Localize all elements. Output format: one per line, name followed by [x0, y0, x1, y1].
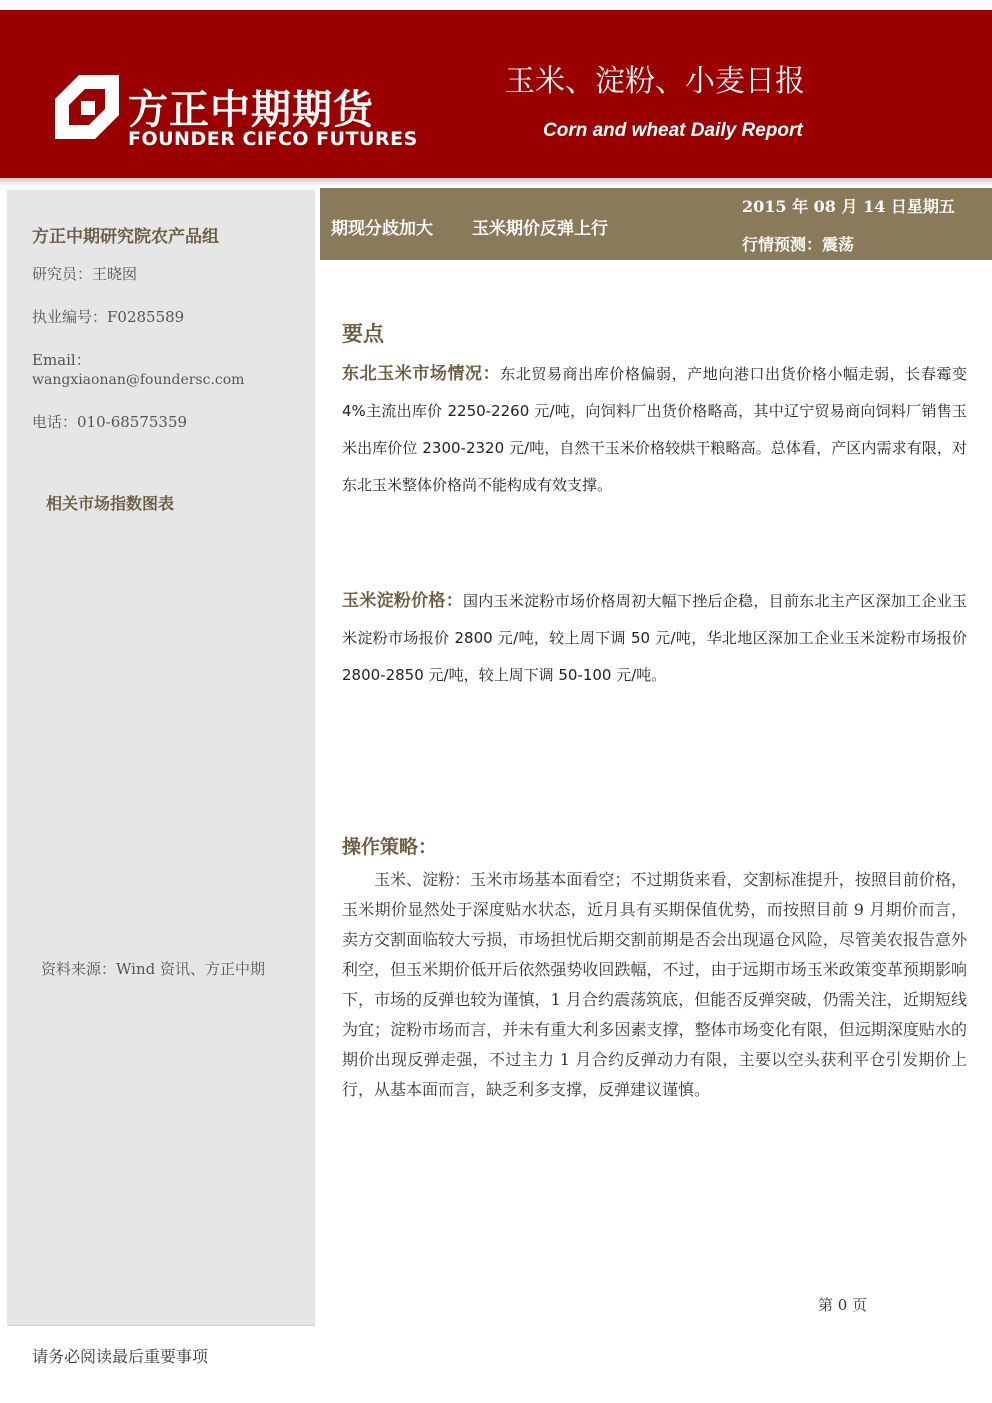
- report-title-en: Corn and wheat Daily Report: [543, 120, 803, 141]
- topic-1: 期现分歧加大: [331, 219, 433, 239]
- starch-lead: 玉米淀粉价格：: [342, 591, 463, 611]
- data-source: 资料来源：Wind 资讯、方正中期: [41, 960, 265, 978]
- logo-text-cn: 方正中期期货: [128, 87, 374, 133]
- topic-2: 玉米期价反弹上行: [472, 219, 608, 239]
- email-label: Email：: [32, 351, 91, 369]
- northeast-paragraph: [342, 356, 967, 504]
- market-index-heading: 相关市场指数图表: [46, 494, 175, 513]
- report-date: 2015 年 08 月 14 日星期五: [742, 197, 955, 216]
- footer-note: 请务必阅读最后重要事项: [32, 1347, 209, 1366]
- starch-text: 国内玉米淀粉市场价格周初大幅下挫后企稳，目前东北主产区深加工企业玉米淀粉市场报价 2800 元/吨，较上周下调 50 元/吨，华北地区深加工企业玉米淀粉市场报价 2800-2850 元/吨，较上周下调 50-100 元/吨。: [342, 592, 968, 684]
- strategy-heading: 操作策略：: [342, 836, 438, 858]
- northeast-text: 东北贸易商出库价格偏弱，产地向港口出货价格小幅走弱，长春霉变 4%主流出库价 2250-2260 元/吨，向饲料厂出货价格略高，其中辽宁贸易商向饲料厂销售玉米出库价位 2300-2320 元/吨，自然干玉米价格较烘干粮略高。总体看，产区内需求有限，对东北玉米整体价格尚不能构成有效支撑。: [342, 365, 967, 494]
- key-points-heading: 要点: [342, 322, 384, 346]
- strategy-paragraph: 玉米、淀粉：玉米市场基本面看空；不过期货来看，交割标准提升，按照目前价格，玉米期价显然处于深度贴水状态，近月具有买期保值优势，而按照目前 9 月期价而言，卖方交割面临较大亏损，市场担忧后期交割前期是否会出现逼仓风险，尽管美农报告意外利空，但玉米期价低开后依然强势收回跌幅，不过，由于远期市场玉米政策变革预期影响下，市场的反弹也较为谨慎，1 月合约震荡筑底，但能否反弹突破，仍需关注，近期短线为宜；淀粉市场而言，并未有重大利多因素支撑，整体市场变化有限，但远期深度贴水的期价出现反弹走强，不过主力 1 月合约反弹动力有限，主要以空头获利平仓引发期价上行，从基本面而言，缺乏利多支撑，反弹建议谨慎。: [342, 870, 967, 1099]
- email-address[interactable]: wangxiaonan@foundersc.com: [32, 372, 245, 388]
- market-forecast: 行情预测：震荡: [742, 235, 855, 254]
- page-number: 第 0 页: [818, 1296, 868, 1314]
- research-group: 方正中期研究院农产品组: [32, 227, 219, 247]
- main-content: [342, 318, 967, 1105]
- logo-text-en: FOUNDER CIFCO FUTURES: [128, 128, 418, 150]
- founder-logo-icon: [55, 75, 119, 139]
- license-number: 执业编号：F0285589: [32, 308, 185, 326]
- phone: 电话：010-68575359: [32, 413, 188, 431]
- northeast-lead: 东北玉米市场情况：: [342, 364, 501, 384]
- researcher: 研究员：王晓囡: [32, 265, 138, 283]
- divider: [7, 1325, 315, 1326]
- report-title-cn: 玉米、淀粉、小麦日报: [505, 64, 805, 99]
- header-shadow-strip: [0, 178, 992, 186]
- starch-paragraph: [342, 583, 967, 694]
